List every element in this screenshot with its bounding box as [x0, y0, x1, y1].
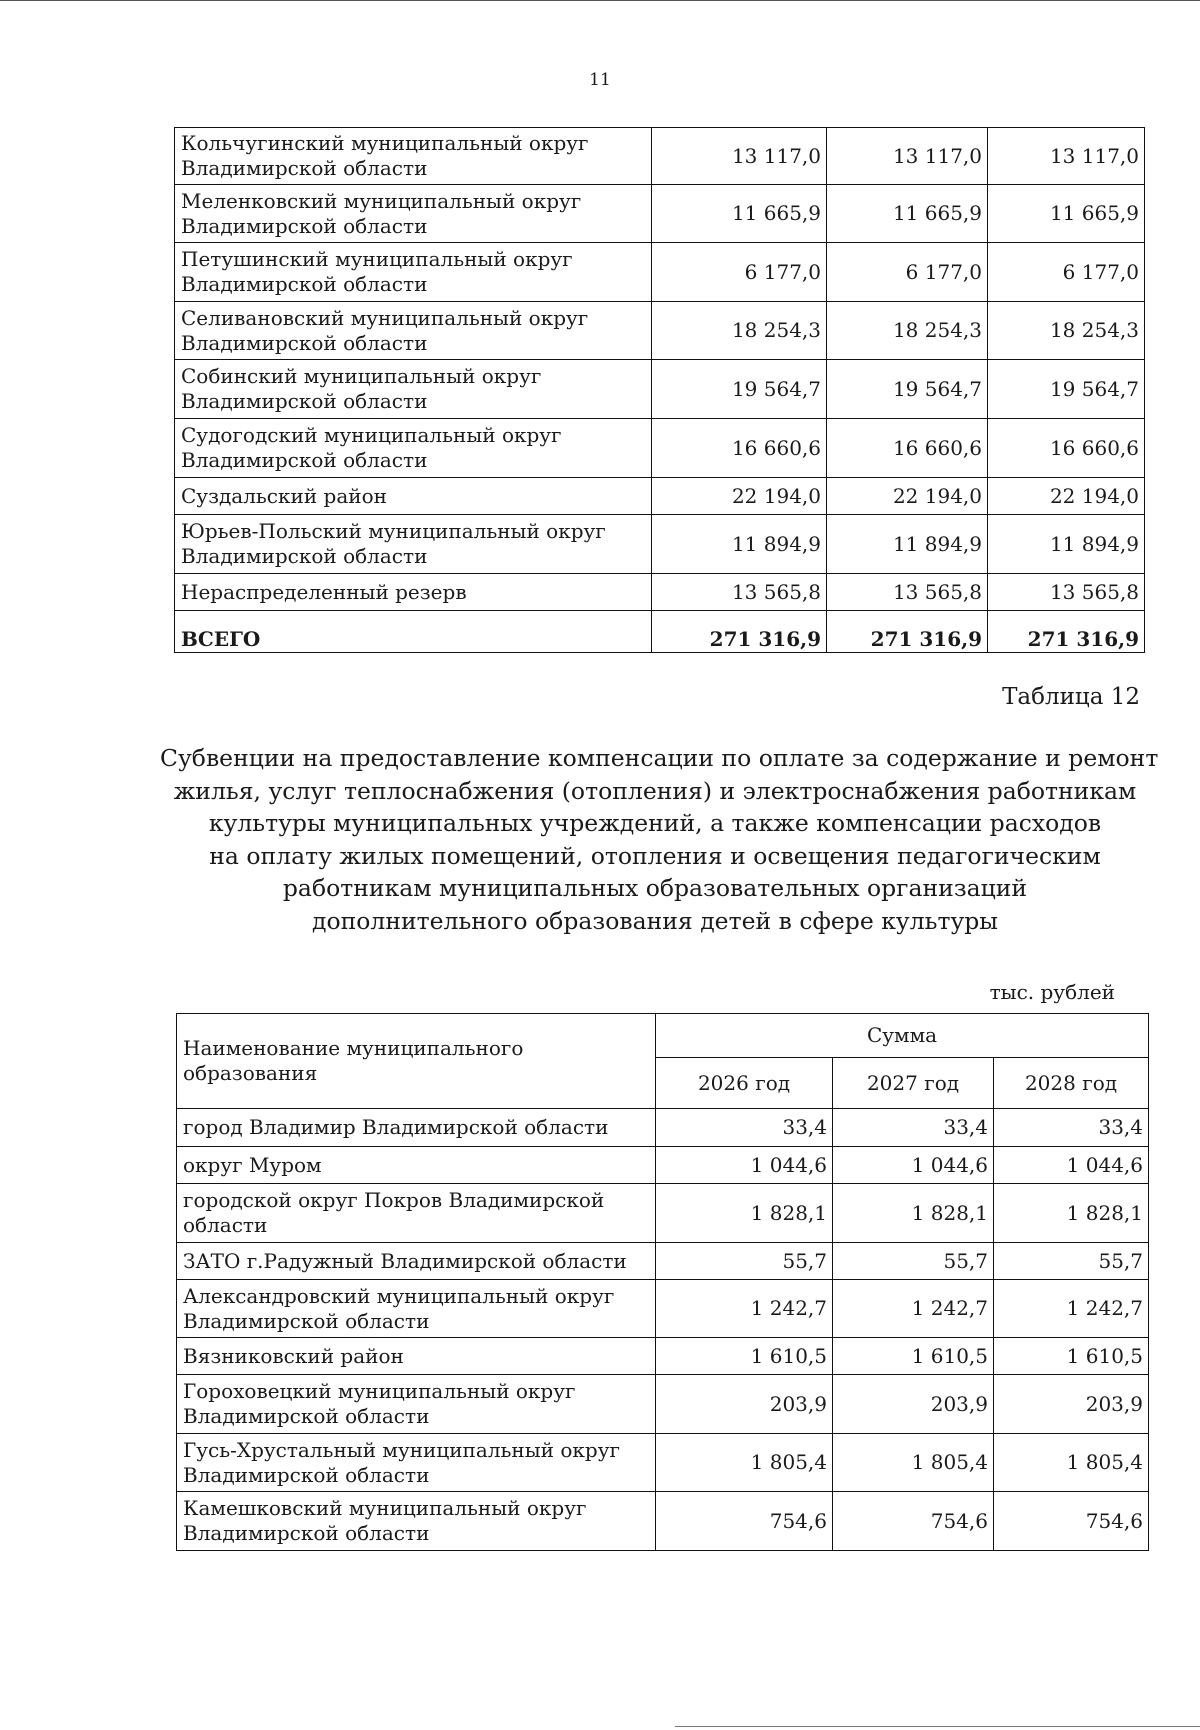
title-line: Субвенции на предоставление компенсации по оплате за содержание и ремонт — [160, 744, 1159, 772]
municipality-name: Юрьев-Польский муниципальный округ Владимирской области — [175, 515, 652, 574]
table-row — [177, 1280, 1149, 1338]
value-2028: 11 894,9 — [988, 515, 1145, 574]
title-line: дополнительного образования детей в сфере культуры — [311, 906, 999, 935]
allocation-table-continued — [174, 127, 1145, 653]
value-2028: 203,9 — [994, 1375, 1149, 1434]
total-row — [175, 611, 1145, 653]
value-2026: 1 610,5 — [656, 1338, 833, 1375]
table-row — [177, 1243, 1149, 1280]
table-row — [175, 302, 1145, 360]
table-row — [175, 185, 1145, 243]
value-2028: 1 610,5 — [994, 1338, 1149, 1375]
value-2027: 22 194,0 — [827, 478, 988, 515]
header-sum: Сумма — [656, 1014, 1149, 1058]
value-2028: 55,7 — [994, 1243, 1149, 1280]
value-2027: 754,6 — [833, 1492, 994, 1551]
municipality-name: Судогодский муниципальный округ Владимирской области — [175, 419, 652, 478]
section-title — [160, 742, 1159, 937]
value-2027: 1 805,4 — [833, 1434, 994, 1492]
table-row — [177, 1109, 1149, 1147]
scan-edge-bottom — [675, 1726, 1200, 1727]
total-2028: 271 316,9 — [988, 611, 1145, 653]
table-row — [175, 574, 1145, 611]
table-row — [177, 1184, 1149, 1243]
municipality-name: Камешковский муниципальный округ Владимирской области — [177, 1492, 656, 1551]
value-2026: 11 665,9 — [652, 185, 827, 243]
value-2027: 1 828,1 — [833, 1184, 994, 1243]
value-2026: 16 660,6 — [652, 419, 827, 478]
value-2028: 1 242,7 — [994, 1280, 1149, 1338]
value-2026: 754,6 — [656, 1492, 833, 1551]
scan-edge-top — [0, 0, 1200, 1]
value-2027: 203,9 — [833, 1375, 994, 1434]
title-line: на оплату жилых помещений, отопления и освещения педагогическим — [209, 841, 1101, 870]
title-line: культуры муниципальных учреждений, а также компенсации расходов — [208, 809, 1102, 837]
value-2026: 22 194,0 — [652, 478, 827, 515]
value-2027: 18 254,3 — [827, 302, 988, 360]
value-2028: 33,4 — [994, 1109, 1149, 1147]
header-year-2027: 2027 год — [833, 1058, 994, 1109]
value-2027: 33,4 — [833, 1109, 994, 1147]
value-2027: 1 242,7 — [833, 1280, 994, 1338]
value-2026: 11 894,9 — [652, 515, 827, 574]
value-2028: 6 177,0 — [988, 243, 1145, 302]
value-2027: 11 665,9 — [827, 185, 988, 243]
title-line: жилья, услуг теплоснабжения (отопления) и электроснабжения работникам — [173, 776, 1137, 805]
table-row — [177, 1147, 1149, 1184]
table-row — [175, 478, 1145, 515]
header-year-2028: 2028 год — [994, 1058, 1149, 1109]
municipality-name: Александровский муниципальный округ Владимирской области — [177, 1280, 656, 1338]
municipality-name: ЗАТО г.Радужный Владимирской области — [177, 1243, 656, 1280]
value-2028: 19 564,7 — [988, 360, 1145, 419]
value-2027: 6 177,0 — [827, 243, 988, 302]
total-2027: 271 316,9 — [827, 611, 988, 653]
value-2026: 1 828,1 — [656, 1184, 833, 1243]
municipality-name: Суздальский район — [175, 478, 652, 515]
header-year-2026: 2026 год — [656, 1058, 833, 1109]
value-2027: 1 610,5 — [833, 1338, 994, 1375]
value-2026: 55,7 — [656, 1243, 833, 1280]
value-2027: 13 565,8 — [827, 574, 988, 611]
table-row — [175, 128, 1145, 185]
municipality-name: Меленковский муниципальный округ Владимирской области — [175, 185, 652, 243]
header-municipality: Наименование муниципального образования — [177, 1014, 656, 1109]
value-2028: 11 665,9 — [988, 185, 1145, 243]
value-2026: 1 242,7 — [656, 1280, 833, 1338]
value-2026: 6 177,0 — [652, 243, 827, 302]
municipality-name: Гусь-Хрустальный муниципальный округ Владимирской области — [177, 1434, 656, 1492]
total-label: ВСЕГО — [175, 611, 652, 653]
value-2026: 1 805,4 — [656, 1434, 833, 1492]
municipality-name: Собинский муниципальный округ Владимирской области — [175, 360, 652, 419]
table-row — [177, 1492, 1149, 1551]
value-2028: 754,6 — [994, 1492, 1149, 1551]
value-2026: 203,9 — [656, 1375, 833, 1434]
table-header — [177, 1014, 1149, 1109]
value-2028: 18 254,3 — [988, 302, 1145, 360]
value-2028: 1 828,1 — [994, 1184, 1149, 1243]
value-2026: 19 564,7 — [652, 360, 827, 419]
value-2027: 1 044,6 — [833, 1147, 994, 1184]
value-2028: 13 565,8 — [988, 574, 1145, 611]
value-2028: 1 805,4 — [994, 1434, 1149, 1492]
table-row — [175, 419, 1145, 478]
value-2028: 13 117,0 — [988, 128, 1145, 185]
value-2028: 16 660,6 — [988, 419, 1145, 478]
value-2026: 33,4 — [656, 1109, 833, 1147]
value-2026: 13 117,0 — [652, 128, 827, 185]
header-row — [177, 1014, 1149, 1058]
table-label: Таблица 12 — [1002, 684, 1140, 710]
table-row — [175, 243, 1145, 302]
table-row — [175, 360, 1145, 419]
value-2027: 16 660,6 — [827, 419, 988, 478]
page-number: 11 — [589, 70, 611, 90]
municipality-name: Вязниковский район — [177, 1338, 656, 1375]
table-row — [177, 1434, 1149, 1492]
title-line: работникам муниципальных образовательных организаций — [282, 874, 1028, 902]
table-row — [175, 515, 1145, 574]
municipality-name: город Владимир Владимирской области — [177, 1109, 656, 1147]
municipality-name: Гороховецкий муниципальный округ Владимирской области — [177, 1375, 656, 1434]
municipality-name: Кольчугинский муниципальный округ Владимирской области — [175, 128, 652, 185]
value-2027: 13 117,0 — [827, 128, 988, 185]
allocation-table-body — [175, 128, 1145, 653]
value-2028: 1 044,6 — [994, 1147, 1149, 1184]
municipality-name: Селивановский муниципальный округ Владимирской области — [175, 302, 652, 360]
table-row — [177, 1375, 1149, 1434]
value-2026: 1 044,6 — [656, 1147, 833, 1184]
subvention-table-body — [177, 1109, 1149, 1551]
value-2027: 11 894,9 — [827, 515, 988, 574]
value-2027: 55,7 — [833, 1243, 994, 1280]
subvention-table — [176, 1013, 1149, 1551]
municipality-name: округ Муром — [177, 1147, 656, 1184]
municipality-name: Нераспределенный резерв — [175, 574, 652, 611]
value-2028: 22 194,0 — [988, 478, 1145, 515]
unit-label: тыс. рублей — [989, 980, 1115, 1004]
municipality-name: городской округ Покров Владимирской области — [177, 1184, 656, 1243]
table-row — [177, 1338, 1149, 1375]
value-2027: 19 564,7 — [827, 360, 988, 419]
value-2026: 18 254,3 — [652, 302, 827, 360]
value-2026: 13 565,8 — [652, 574, 827, 611]
total-2026: 271 316,9 — [652, 611, 827, 653]
municipality-name: Петушинский муниципальный округ Владимирской области — [175, 243, 652, 302]
